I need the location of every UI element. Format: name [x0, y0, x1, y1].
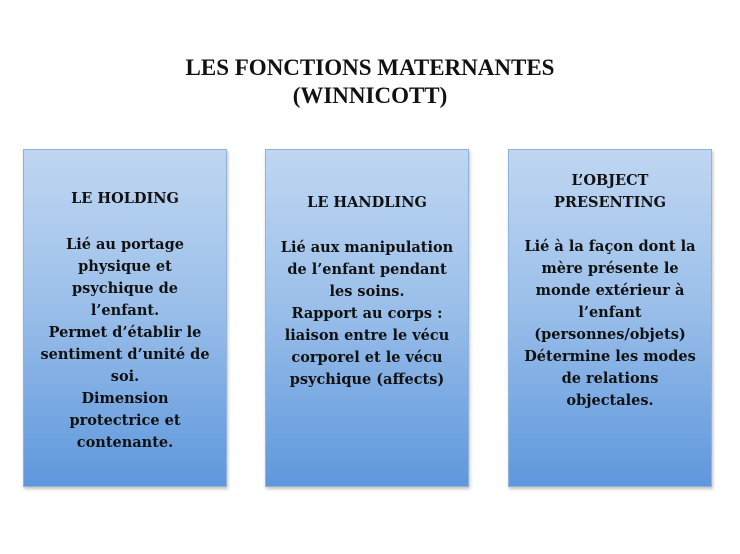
body-line: Dimension — [81, 390, 169, 407]
box-handling-body — [272, 237, 462, 391]
body-line: psychique (affects) — [289, 371, 445, 388]
body-line: de relations — [561, 370, 659, 387]
box-holding-heading — [30, 188, 220, 210]
box-holding — [23, 149, 227, 487]
heading-line: LE HOLDING — [71, 190, 179, 207]
body-line: liaison entre le vécu — [284, 327, 450, 344]
body-line: sentiment d’unité de — [40, 346, 210, 363]
body-line: psychique de — [72, 280, 178, 297]
box-object-presenting — [508, 149, 712, 487]
heading-line: LE HANDLING — [307, 194, 427, 211]
box-object-presenting-heading — [515, 170, 705, 214]
page-title — [0, 54, 740, 110]
body-line: Permet d’établir le — [48, 324, 202, 341]
body-line: Lié à la façon dont la — [524, 238, 696, 255]
body-line: l’enfant. — [90, 302, 160, 319]
body-line: protectrice et — [69, 412, 181, 429]
title-line-1: LES FONCTIONS MATERNANTES — [185, 55, 555, 80]
body-line: de l’enfant pendant — [287, 261, 447, 278]
body-line: Rapport au corps : — [291, 305, 443, 322]
body-line: corporel et le vécu — [291, 349, 443, 366]
body-line: Lié au portage — [66, 236, 184, 253]
body-line: l’enfant — [578, 304, 642, 321]
body-line: (personnes/objets) — [534, 326, 686, 343]
body-line: mère présente le — [541, 260, 679, 277]
box-object-presenting-body — [515, 236, 705, 412]
body-line: soi. — [110, 368, 140, 385]
body-line: physique et — [78, 258, 172, 275]
body-line: Lié aux manipulation — [280, 239, 454, 256]
box-handling-heading — [272, 192, 462, 214]
body-line: les soins. — [329, 283, 405, 300]
box-handling — [265, 149, 469, 487]
title-line-2: (WINNICOTT) — [292, 83, 448, 108]
heading-line: L’OBJECT — [571, 172, 649, 189]
body-line: contenante. — [76, 434, 174, 451]
body-line: Détermine les modes — [524, 348, 696, 365]
heading-line: PRESENTING — [554, 194, 666, 211]
box-holding-body — [30, 234, 220, 454]
body-line: objectales. — [566, 392, 654, 409]
body-line: monde extérieur à — [535, 282, 685, 299]
